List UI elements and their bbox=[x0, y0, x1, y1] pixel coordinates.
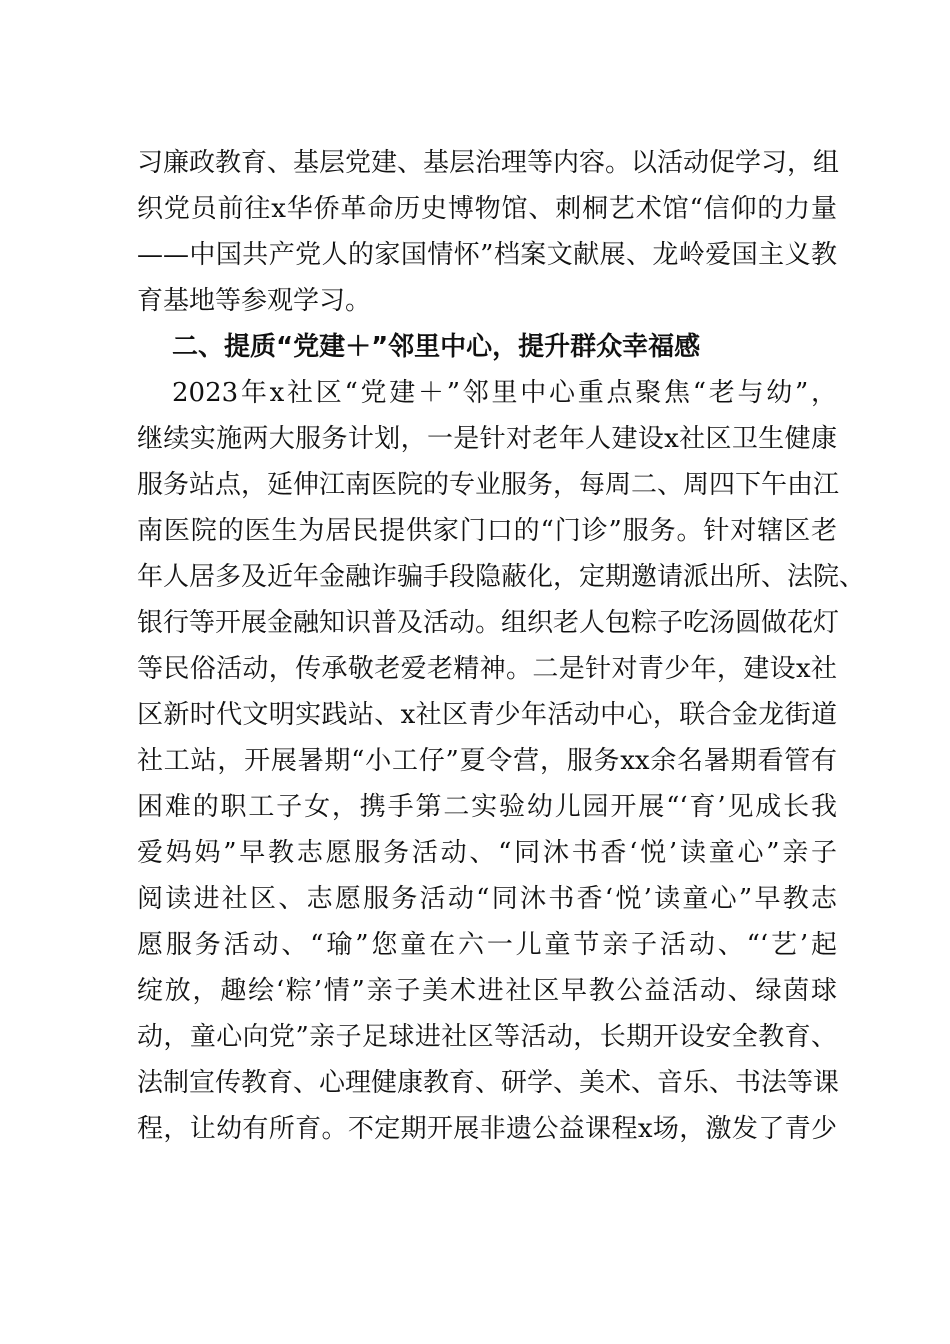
paragraph2-line-17: 程，让幼有所育。不定期开展非遗公益课程x场，激发了青少 bbox=[137, 1114, 837, 1144]
paragraph1-line-4: 育基地等参观学习。 bbox=[137, 286, 372, 316]
paragraph2-line-11: 爱妈妈”早教志愿服务活动、“同沐书香‘悦’读童心”亲子 bbox=[137, 838, 837, 868]
section-heading: 二、提质“党建＋”邻里中心，提升群众幸福感 bbox=[172, 332, 701, 362]
paragraph2-line-10: 困难的职工子女，携手第二实验幼儿园开展“‘育’见成长我 bbox=[137, 792, 837, 822]
paragraph1-line-1: 习廉政教育、基层党建、基层治理等内容。以活动促学习，组 bbox=[137, 148, 840, 178]
paragraph2-line-14: 绽放，趣绘‘粽’情”亲子美术进社区早教公益活动、绿茵球 bbox=[137, 976, 837, 1006]
paragraph2-line-6: 银行等开展金融知识普及活动。组织老人包粽子吃汤圆做花灯 bbox=[137, 608, 840, 638]
paragraph2-line-5: 年人居多及近年金融诈骗手段隐蔽化，定期邀请派出所、法院、 bbox=[137, 562, 866, 592]
paragraph2-line-4: 南医院的医生为居民提供家门口的“门诊”服务。针对辖区老 bbox=[137, 516, 837, 546]
paragraph2-line-8: 区新时代文明实践站、x社区青少年活动中心，联合金龙街道 bbox=[137, 700, 837, 730]
paragraph2-line-12: 阅读进社区、志愿服务活动“同沐书香‘悦’读童心”早教志 bbox=[137, 884, 837, 914]
paragraph1-line-3: ——中国共产党人的家国情怀”档案文献展、龙岭爱国主义教 bbox=[137, 240, 837, 270]
paragraph2-line-1: 2023年x社区“党建＋”邻里中心重点聚焦“老与幼”， bbox=[172, 378, 837, 408]
paragraph1-line-2: 织党员前往x华侨革命历史博物馆、刺桐艺术馆“信仰的力量 bbox=[137, 194, 837, 224]
paragraph2-line-15: 动，童心向党”亲子足球进社区等活动，长期开设安全教育、 bbox=[137, 1022, 837, 1052]
paragraph2-line-9: 社工站，开展暑期“小工仔”夏令营，服务xx余名暑期看管有 bbox=[137, 746, 837, 776]
paragraph2-line-2: 继续实施两大服务计划，一是针对老年人建设x社区卫生健康 bbox=[137, 424, 837, 454]
paragraph2-line-13: 愿服务活动、“瑜”您童在六一儿童节亲子活动、“‘艺’起 bbox=[137, 930, 837, 960]
paragraph2-line-7: 等民俗活动，传承敬老爱老精神。二是针对青少年，建设x社 bbox=[137, 654, 837, 684]
paragraph2-line-3: 服务站点，延伸江南医院的专业服务，每周二、周四下午由江 bbox=[137, 470, 840, 500]
paragraph2-line-16: 法制宣传教育、心理健康教育、研学、美术、音乐、书法等课 bbox=[137, 1068, 840, 1098]
